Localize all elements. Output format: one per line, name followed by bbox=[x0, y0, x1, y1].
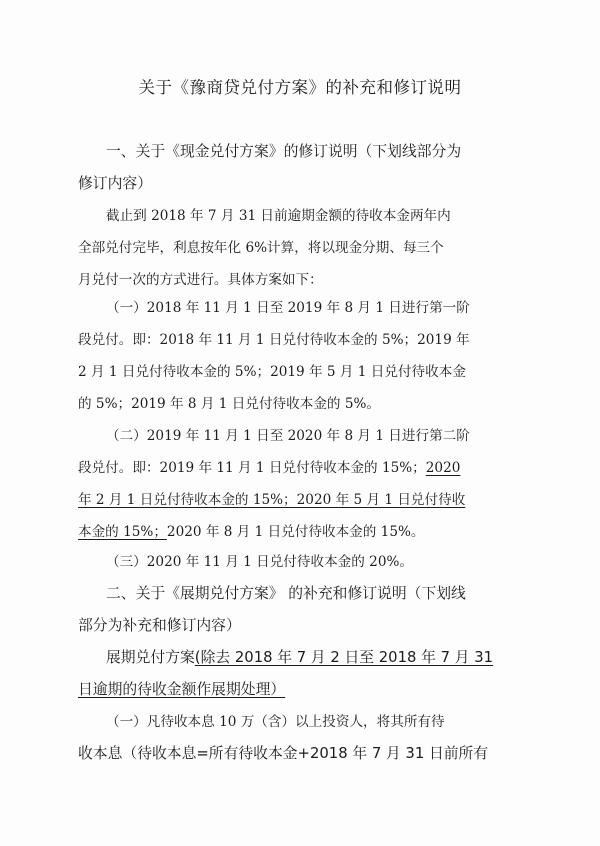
section-1-heading bbox=[78, 136, 498, 200]
phase-1-line-4: 的 5%；2019 年 8 月 1 日兑付待收本金的 5%。 bbox=[78, 396, 380, 412]
section-1-heading-line-1: 一、关于《现金兑付方案》的修订说明（下划线部分为 bbox=[106, 143, 462, 160]
extension-line-1-plain: 展期兑付方案 bbox=[106, 649, 195, 666]
extension-line-2 bbox=[78, 674, 498, 706]
section-2-heading bbox=[78, 578, 498, 642]
extension-line-1 bbox=[78, 642, 498, 674]
item-1-paragraph bbox=[78, 706, 498, 770]
intro-paragraph bbox=[78, 200, 498, 296]
phase-1-paragraph bbox=[78, 292, 498, 420]
section-2-heading-line-1: 二、关于《展期兑付方案》 的补充和修订说明（下划线 bbox=[106, 585, 466, 602]
extension-line-2-underlined: 日逾期的待收金额作展期处理） bbox=[78, 681, 286, 698]
phase-2-line-1: （二）2019 年 11 月 1 日至 2020 年 8 月 1 日进行第二阶 bbox=[106, 428, 470, 444]
extension-paragraph bbox=[78, 642, 498, 706]
phase-1-line-2: 段兑付。即：2018 年 11 月 1 日兑付待收本金的 5%；2019 年 bbox=[78, 332, 470, 348]
phase-1-line-1: （一）2018 年 11 月 1 日至 2019 年 8 月 1 日进行第一阶 bbox=[106, 300, 470, 316]
phase-2-line-2-plain: 段兑付。即：2019 年 11 月 1 日兑付待收本金的 15%； bbox=[78, 460, 426, 476]
phase-2-line-2-underlined: 2020 bbox=[425, 460, 461, 476]
phase-2-line-4-underlined: 本金的 15%； bbox=[78, 524, 167, 540]
intro-line-3: 月兑付一次的方式进行。具体方案如下： bbox=[78, 272, 323, 288]
section-2-heading-line-2: 部分为补充和修订内容） bbox=[78, 617, 241, 634]
intro-line-1: 截止到 2018 年 7 月 31 日前逾期金额的待收本金两年内 bbox=[106, 208, 451, 224]
phase-2-line-2 bbox=[78, 452, 498, 484]
phase-1-line-3: 2 月 1 日兑付待收本金的 5%；2019 年 5 月 1 日兑付待收本金 bbox=[78, 364, 466, 380]
phase-3-line-1: （三）2020 年 11 月 1 日兑付待收本金的 20%。 bbox=[106, 554, 413, 570]
section-1-heading-line-2: 修订内容） bbox=[78, 175, 152, 192]
document-title: 关于《豫商贷兑付方案》的补充和修订说明 bbox=[138, 78, 462, 97]
phase-2-paragraph bbox=[78, 420, 498, 548]
phase-3-paragraph bbox=[78, 546, 498, 578]
item-1-line-2: 收本息（待收本息=所有待收本金+2018 年 7 月 31 日前所有 bbox=[78, 745, 489, 762]
phase-2-line-3-underlined: 年 2 月 1 日兑付待收本金的 15%；2020 年 5 月 1 日兑付待收 bbox=[78, 492, 466, 508]
phase-2-line-4-plain: 2020 年 8 月 1 日兑付待收本金的 15%。 bbox=[166, 524, 425, 540]
intro-line-2: 全部兑付完毕，利息按年化 6%计算，将以现金分期、每三个 bbox=[78, 240, 444, 256]
item-1-line-1: （一）凡待收本息 10 万（含）以上投资人，将其所有待 bbox=[106, 714, 445, 730]
extension-line-1-underlined: (除去 2018 年 7 月 2 日至 2018 年 7 月 31 bbox=[194, 649, 494, 666]
phase-2-line-4 bbox=[78, 516, 498, 548]
phase-2-line-3 bbox=[78, 484, 498, 516]
